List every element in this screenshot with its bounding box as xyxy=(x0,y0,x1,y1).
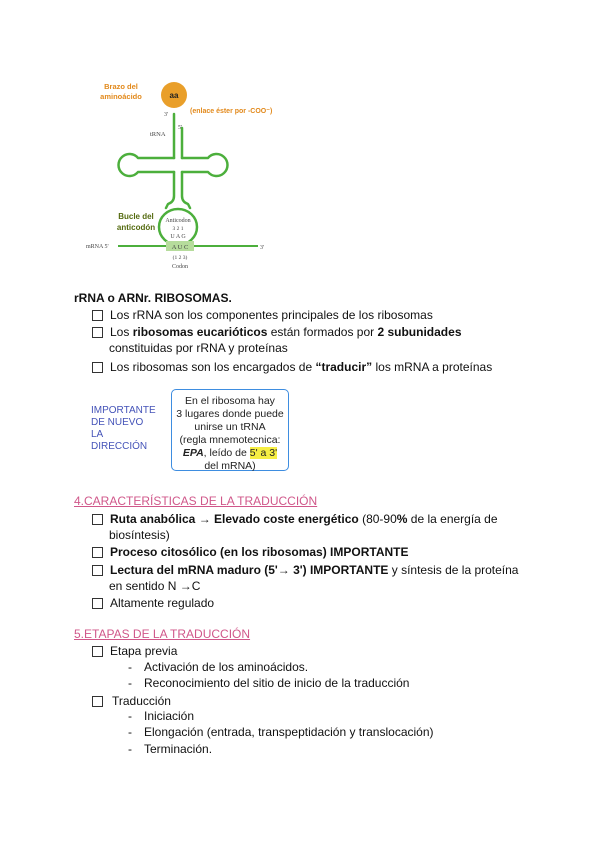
checkbox[interactable] xyxy=(92,598,103,609)
feature-item-1-cont: biosíntesis) xyxy=(109,528,170,542)
checkbox[interactable] xyxy=(92,514,103,525)
loop-label-2: anticodón xyxy=(116,223,156,232)
rrna-item-1: Los rRNA son los componentes principales de los ribosomas xyxy=(92,307,433,323)
checkbox[interactable] xyxy=(92,310,103,321)
feature-item-3-cont: en sentido N →C xyxy=(109,579,201,593)
mrna-label: mRNA 5' xyxy=(86,244,109,250)
previa-subitem: - Reconocimiento del sitio de inicio de la traducción xyxy=(128,676,410,690)
rrna-title: rRNA o ARNr. RIBOSOMAS. xyxy=(74,291,232,305)
three-prime-label: 3' xyxy=(164,112,169,118)
codon-label: Codon xyxy=(171,264,189,270)
ribosome-sites-box: En el ribosoma hay 3 lugares donde puede unirse un tRNA (regla mnemotecnica: EPA, leído de 5' a 3' del mRNA) xyxy=(171,389,289,471)
anticodon-title: Anticodon xyxy=(165,218,191,224)
checkbox[interactable] xyxy=(92,565,103,576)
five-prime-label: 5' xyxy=(178,125,183,131)
section-5-heading: 5.ETAPAS DE LA TRADUCCIÓN xyxy=(74,627,251,641)
important-note: IMPORTANTE DE NUEVO LA DIRECCIÓN xyxy=(91,405,156,452)
rrna-item-2: Los ribosomas eucarióticos están formados por 2 subunidades xyxy=(92,324,462,340)
checkbox[interactable] xyxy=(92,646,103,657)
loop-label-1: Bucle del xyxy=(118,212,154,221)
trna-label: tRNA xyxy=(150,131,166,138)
trna-diagram xyxy=(78,76,288,271)
traduccion-subitem: - Iniciación xyxy=(128,709,195,723)
checkbox[interactable] xyxy=(92,696,103,707)
stage-previa: Etapa previa xyxy=(92,643,177,659)
ester-label: (enlace éster por -COO⁻) xyxy=(190,108,273,115)
d-arm xyxy=(119,154,174,176)
anticodon-stem-left xyxy=(166,172,174,208)
feature-item-4: Altamente regulado xyxy=(92,595,214,611)
section-4-heading: 4.CARACTERÍSTICAS DE LA TRADUCCIÓN xyxy=(74,494,318,508)
feature-item-1: Ruta anabólica → Elevado coste energético (80-90% de la energía de xyxy=(92,511,498,527)
arm-label-2: aminoácido xyxy=(100,92,142,101)
mrna-end-label: 3' xyxy=(260,245,265,251)
traduccion-subitem: - Elongación (entrada, transpeptidación y translocación) xyxy=(128,725,434,739)
stage-traduccion: Traducción xyxy=(92,693,171,709)
anticodon-stem-right xyxy=(182,172,190,208)
codon-bases: A U C xyxy=(171,244,189,251)
checkbox[interactable] xyxy=(92,362,103,373)
rrna-item-2-cont: constituidas por rRNA y proteínas xyxy=(109,341,288,355)
feature-item-2: Proceso citosólico (en los ribosomas) IMPORTANTE xyxy=(92,544,409,560)
codon-nums: (1 2 3) xyxy=(172,255,188,261)
previa-subitem: - Activación de los aminoácidos. xyxy=(128,660,309,674)
traduccion-subitem: - Terminación. xyxy=(128,742,213,756)
arm-label-1: Brazo del xyxy=(104,82,138,91)
rrna-item-3: Los ribosomas son los encargados de “traducir” los mRNA a proteínas xyxy=(92,359,492,375)
checkbox[interactable] xyxy=(92,547,103,558)
anticodon-bases: U A G xyxy=(170,234,186,240)
t-arm xyxy=(182,154,227,176)
feature-item-3: Lectura del mRNA maduro (5'→ 3') IMPORTANTE y síntesis de la proteína xyxy=(92,562,518,578)
anticodon-nums: 3 2 1 xyxy=(172,226,184,232)
checkbox[interactable] xyxy=(92,327,103,338)
aa-label: aa xyxy=(169,91,179,100)
